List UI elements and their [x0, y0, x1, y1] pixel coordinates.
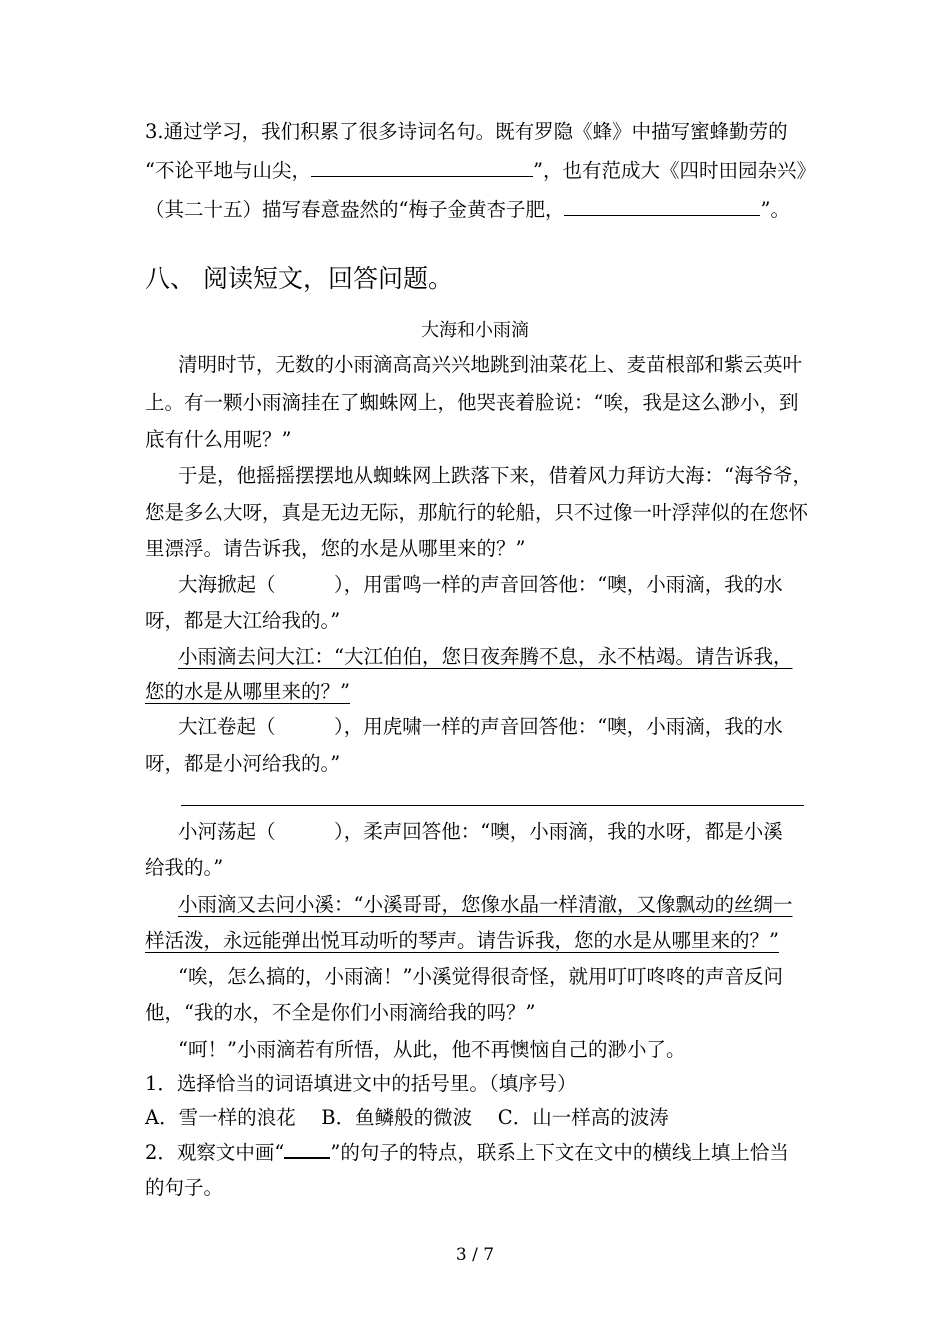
q3-line-1: 3.通过学习，我们积累了很多诗词名句。既有罗隐《蜂》中描写蜜蜂勤劳的	[145, 120, 788, 143]
q3-answer-blank-2[interactable]	[564, 197, 760, 216]
section-heading: 八、 阅读短文，回答问题。	[145, 264, 453, 293]
underlined-sentence-line: 小雨滴去问大江：“大江伯伯，您日夜奔腾不息，永不枯竭。请告诉我，	[178, 645, 793, 668]
q3-line-3	[145, 197, 790, 223]
question-2-end: ”的句子的特点，联系上下文在文中的横线上填上恰当	[330, 1141, 789, 1164]
story-line: “唉，怎么搞的，小雨滴！”小溪觉得很奇怪，就用叮叮咚咚的声音反问	[178, 965, 783, 988]
q3-line-2-start: “不论平地与山尖，	[145, 159, 311, 182]
q3-line-3-end: ”。	[760, 198, 790, 221]
story-line: 您是多么大呀，真是无边无际，那航行的轮船，只不过像一叶浮萍似的在您怀	[145, 501, 809, 524]
story-line: 上。有一颗小雨滴挂在了蜘蛛网上，他哭丧着脸说：“唉，我是这么渺小，到	[145, 391, 799, 414]
story-line: 呀，都是小河给我的。”	[145, 752, 341, 775]
story-line: 于是，他摇摇摆摆地从蜘蛛网上跌落下来，借着风力拜访大海：“海爷爷，	[178, 464, 812, 487]
story-line: 清明时节，无数的小雨滴高高兴兴地跳到油菜花上、麦苗根部和紫云英叶	[178, 353, 803, 376]
story-title: 大海和小雨滴	[421, 320, 529, 341]
q3-line-3-start: （其二十五）描写春意盎然的“梅子金黄杏子肥，	[145, 198, 565, 221]
underlined-sentence-line: 您的水是从哪里来的？”	[145, 680, 350, 703]
question-1-options: A．雪一样的浪花 B．鱼鳞般的微波 C．山一样高的波涛	[145, 1106, 669, 1129]
q3-answer-blank-1[interactable]	[311, 158, 533, 177]
story-line: 给我的。”	[145, 856, 224, 879]
q3-line-2-end: ”，也有范成大《四时田园杂兴》	[532, 159, 816, 182]
story-line: 底有什么用呢？”	[145, 428, 292, 451]
underlined-sentence-line: 小雨滴又去问小溪：“小溪哥哥，您像水晶一样清澈，又像飘动的丝绸一	[178, 893, 793, 916]
story-line-with-bracket-blank: 大海掀起（ ），用雷鸣一样的声音回答他：“噢，小雨滴，我的水	[178, 573, 783, 596]
question-2-start: 2．观察文中画“	[145, 1141, 285, 1164]
question-2-line-2: 的句子。	[145, 1176, 224, 1199]
story-line: “呵！”小雨滴若有所悟，从此，他不再懊恼自己的渺小了。	[178, 1038, 686, 1061]
question-2	[145, 1139, 789, 1166]
story-line: 里漂浮。请告诉我，您的水是从哪里来的？”	[145, 537, 526, 560]
q3-line-2	[145, 158, 816, 184]
story-line-with-bracket-blank: 大江卷起（ ），用虎啸一样的声音回答他：“噢，小雨滴，我的水	[178, 715, 783, 738]
story-line: 呀，都是大江给我的。”	[145, 609, 341, 632]
underlined-sentence-line: 样活泼，永远能弹出悦耳动听的琴声。请告诉我，您的水是从哪里来的？”	[145, 929, 779, 952]
story-line-with-bracket-blank: 小河荡起（ ），柔声回答他：“噢，小雨滴，我的水呀，都是小溪	[178, 820, 783, 843]
question-1: 1．选择恰当的词语填进文中的括号里。（填序号）	[145, 1072, 577, 1095]
page-number: 3 / 7	[455, 1245, 495, 1265]
answer-write-line[interactable]	[181, 805, 804, 806]
underline-sample-mark	[284, 1139, 330, 1159]
story-line: 他，“我的水，不全是你们小雨滴给我的吗？”	[145, 1001, 536, 1024]
